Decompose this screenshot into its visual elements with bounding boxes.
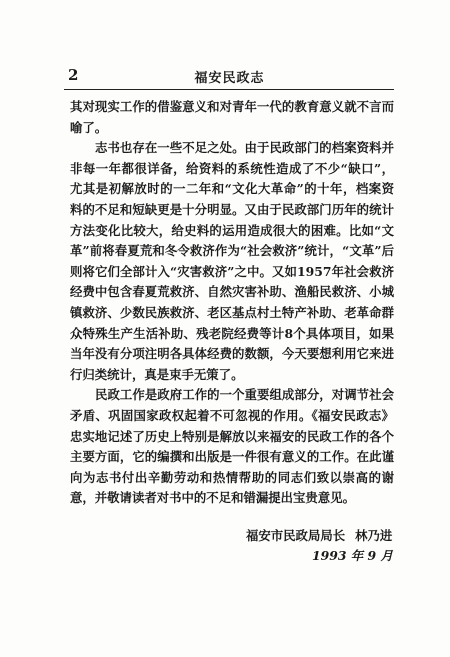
signature-date: 1993 年 9 月 [312, 548, 393, 563]
paragraph-shortcomings: 志书也存在一些不足之处。由于民政部门的档案资料并非每一年都很详备，给资料的系统性造成了不少“缺口”，尤其是初解放时的一二年和“文化大革命”的十年，档案资料的不足和短缺更是十分明显。又由于民政部门历年的统计方法变化比较大，给史料的运用造成很大的困难。比如“文革”前将春夏荒和冬令救济作为“社会救济”统计，“文革”后则将它们全部计入“灾害救济”之中。又如1957年社会救济经费中包含春夏荒救济、自然灾害补助、渔船民救济、小城镇救济、少数民族救济、老区基点村土特产补助、老革命群众特殊生产生活补助、残老院经费等计8个具体项目，如果当年没有分项注明各具体经费的数额，今天要想利用它来进行归类统计，真是束手无策了。 [70, 140, 394, 382]
signature-line [246, 526, 393, 546]
signature-block [246, 526, 393, 566]
header-rule [64, 89, 394, 90]
page-number: 2 [68, 66, 79, 84]
page-header [68, 66, 391, 88]
paragraph-acknowledgement: 民政工作是政府工作的一个重要组成部分，对调节社会矛盾、巩固国家政权起着不可忽视的作用。《福安民政志》忠实地记述了历史上特别是解放以来福安的民政工作的各个主要方面，它的编撰和出版是一件很有意义的工作。在此谨向为志书付出辛勤劳动和热情帮助的同志们致以崇高的谢意，并敬请读者对书中的不足和错漏提出宝贵意见。 [70, 387, 394, 506]
paragraph-continuation: 其对现实工作的借鉴意义和对青年一代的教育意义就不言而喻了。 [70, 99, 394, 135]
signature-name: 林乃进 [355, 528, 393, 543]
signature-organization: 福安市民政局局长 [246, 528, 346, 543]
running-title: 福安民政志 [194, 71, 265, 86]
body-text [70, 97, 394, 509]
